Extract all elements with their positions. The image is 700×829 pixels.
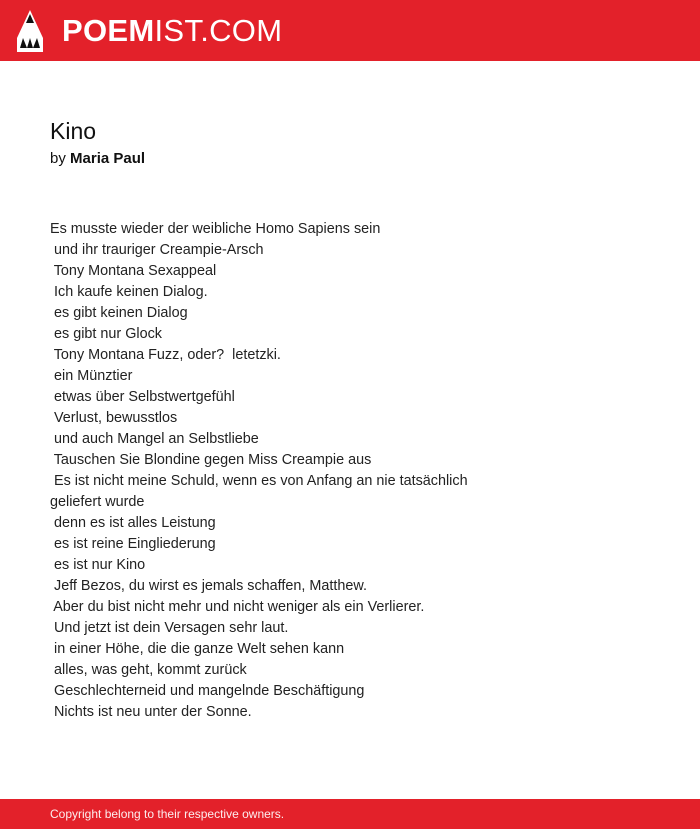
byline-prefix: by [50,150,66,167]
poem-line: Es ist nicht meine Schuld, wenn es von Anfang an nie tatsächlich [50,473,468,489]
poem-line: Verlust, bewusstlos [50,410,178,426]
poem-line: es ist reine Eingliederung [50,536,216,552]
poem-body [50,219,650,723]
copyright-text: Copyright belong to their respective owners. [50,807,285,821]
poem-line: es ist nur Kino [50,557,146,573]
poem-line: etwas über Selbstwertgefühl [50,389,235,405]
poem-line: denn es ist alles Leistung [50,515,216,531]
poem-line: geliefert wurde [50,494,145,510]
site-header [0,0,700,61]
brand-name [62,12,282,50]
poem-title: Kino [50,118,97,144]
poem-line: Ich kaufe keinen Dialog. [50,284,208,300]
brand-light-text: IST.COM [154,13,283,48]
poem-line: Nichts ist neu unter der Sonne. [50,704,252,720]
poem-line: Jeff Bezos, du wirst es jemals schaffen, Matthew. [50,578,368,594]
poem-line: in einer Höhe, die die ganze Welt sehen kann [50,641,345,657]
poem-line: es gibt nur Glock [50,326,162,342]
poem-line: und ihr trauriger Creampie-Arsch [50,242,264,258]
brand-bold-text: POEM [62,13,155,48]
poem-line: Tony Montana Sexappeal [50,263,217,279]
site-footer [0,799,700,829]
poem-line: Geschlechterneid und mangelnde Beschäftigung [50,683,365,699]
poem-line: Und jetzt ist dein Versagen sehr laut. [50,620,289,636]
poem-line: Es musste wieder der weibliche Homo Sapiens sein [50,221,381,237]
site-logo-link[interactable] [0,0,283,61]
poem-byline [50,149,145,169]
poem-line: es gibt keinen Dialog [50,305,188,321]
poem-line: ein Münztier [50,368,133,384]
poem-line: und auch Mangel an Selbstliebe [50,431,259,447]
poem-line: Aber du bist nicht mehr und nicht weniger als ein Verlierer. [50,599,425,615]
author-link[interactable]: Maria Paul [70,150,146,167]
poem-line: alles, was geht, kommt zurück [50,662,247,678]
poem-line: Tony Montana Fuzz, oder? letetzki. [50,347,281,363]
pencil-tip-icon [17,10,43,52]
poem-line: Tauschen Sie Blondine gegen Miss Creampie aus [50,452,372,468]
